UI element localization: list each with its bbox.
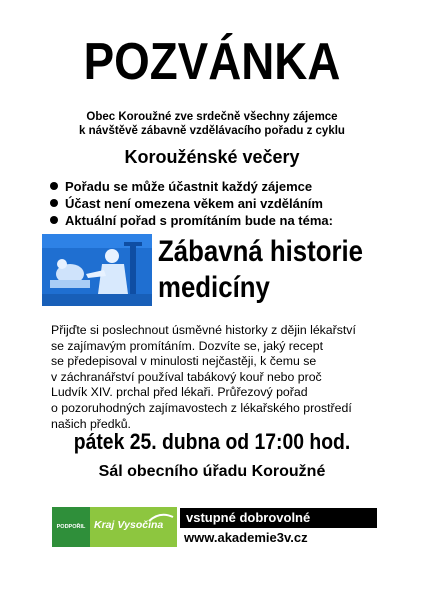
intro-line-2: k návštěvě zábavně vzdělávacího pořadu z cyklu (79, 125, 345, 137)
event-date: pátek 25. dubna od 17:00 hod. (73, 429, 351, 454)
series-name: Koroužénské večery (124, 147, 300, 167)
sponsor-logo (52, 507, 177, 547)
description (51, 323, 396, 432)
event-venue: Sál obecního úřadu Koroužné (98, 463, 326, 480)
entry-fee-banner: vstupné dobrovolné (180, 508, 377, 528)
bullet-icon (50, 216, 58, 224)
description-line: se zajímavým promítáním. Dozvíte se, jaký recept (51, 338, 323, 353)
intro-line-1: Obec Koroužné zve srdečně všechny zájemce (86, 111, 338, 123)
swoosh-icon (148, 513, 174, 523)
description-line: Ludvík XIV. prchal před lékaři. Průřezový pořad (51, 385, 308, 400)
supported-by-label: PODPOŘIL (52, 507, 90, 547)
intro-text (0, 110, 424, 138)
topic-title (158, 234, 364, 306)
medical-history-image (42, 234, 152, 306)
bullet-list (50, 178, 410, 229)
description-line: se předepisoval v minulosti nejčastěji, k čemu se (51, 354, 317, 369)
bullet-icon (50, 182, 58, 190)
description-line: o pozoruhodných zajímavostech z lékařského prostředí (51, 400, 352, 415)
list-item: Aktuální pořad s promítáním bude na téma: (50, 212, 410, 229)
page-title: POZVÁNKA (83, 33, 341, 91)
region-name: Kraj Vysočina (94, 519, 164, 531)
topic-line-2: medicíny (158, 271, 270, 304)
description-line: v záchranářství používal tabákový kouř nebo proč (51, 369, 322, 384)
list-item: Účast není omezena věkem ani vzděláním (50, 195, 410, 212)
topic-line-1: Zábavná historie (158, 235, 364, 268)
website-link[interactable]: www.akademie3v.cz (184, 530, 308, 545)
bullet-icon (50, 199, 58, 207)
list-item: Pořadu se může účastnit každý zájemce (50, 178, 410, 195)
description-line: Přijďte si poslechnout úsměvné historky z dějin lékařství (51, 323, 356, 337)
description-line: našich předků. (51, 416, 131, 431)
